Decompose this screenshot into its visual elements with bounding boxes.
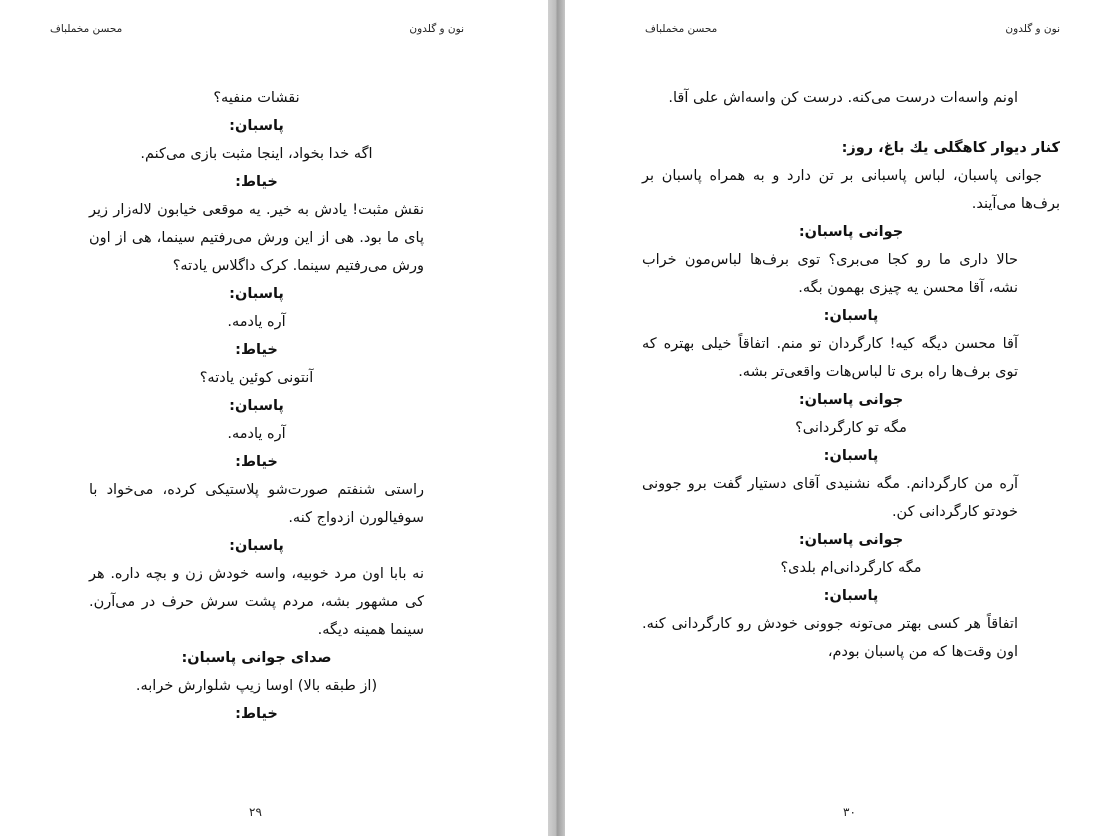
speaker-name: پاسبان: — [229, 118, 284, 134]
speaker-name: جوانی پاسبان: — [798, 224, 904, 240]
dialogue-paragraph: اتفاقاً هر کسی بهتر می‌تونه جوونی خودش رو کارگردانی کنه. اون وقت‌ها که من پاسبان بودم، — [642, 616, 1018, 660]
speaker-name: پاسبان: — [823, 448, 879, 464]
speaker-name: صدای جوانی پاسبان: — [181, 650, 332, 666]
dialogue-line: مگه کارگردانی‌ام بلدی؟ — [780, 560, 922, 576]
scene-heading: کنار دیوار کاهگلی یك باغ، روز: — [841, 140, 1060, 156]
left-page-body — [89, 84, 424, 728]
left-page — [0, 0, 548, 836]
dialogue-line: مگه تو کارگردانی؟ — [795, 420, 907, 436]
speaker-name: پاسبان: — [229, 538, 284, 554]
dialogue-paragraph: حالا داری ما رو کجا می‌بری؟ توی برف‌ها لباس‌مون خراب نشه، آقا محسن یه چیزی بهمون بگه. — [642, 252, 1018, 296]
speaker-name: پاسبان: — [823, 588, 879, 604]
right-header-title: نون و گلدون — [1005, 23, 1060, 35]
dialogue-paragraph: اونم واسه‌ات درست می‌کنه. درست کن واسه‌اش علی آقا. — [668, 90, 1018, 106]
speaker-name: جوانی پاسبان: — [798, 532, 904, 548]
left-header-title: نون و گلدون — [409, 23, 464, 35]
book-spine — [548, 0, 565, 836]
left-page-number: ۲۹ — [249, 805, 262, 819]
right-page-body — [642, 84, 1060, 666]
speaker-name: پاسبان: — [823, 308, 879, 324]
dialogue-paragraph: آقا محسن دیگه کیه! کارگردان تو منم. اتفاقاً خیلی بهتره که توی برف‌ها راه بری تا لباس‌هات واقعی‌تر بشه. — [642, 336, 1018, 380]
dialogue-paragraph: آره من کارگردانم. مگه نشنیدی آقای دستیار گفت برو جوونی خودتو کارگردانی کن. — [642, 476, 1018, 520]
right-header-author: محسن مخملباف — [645, 23, 718, 35]
dialogue-paragraph: نقش مثبت! یادش به خیر. یه موقعی خیابون لاله‌زار زیر پای ما بود. هی از این ورش می‌رفتیم سینما، هی از اون ورش می‌رفتیم سینما. کرک داگلاس یادته؟ — [89, 202, 424, 274]
dialogue-paragraph: راستی شنفتم صورت‌شو پلاستیکی کرده، می‌خواد با سوفیالورن ازدواج کنه. — [89, 482, 424, 526]
dialogue-line: آره یادمه. — [227, 314, 286, 330]
dialogue-line: اگه خدا بخواد، اینجا مثبت بازی می‌کنم. — [140, 146, 373, 162]
stage-direction: جوانی پاسبان، لباس پاسبانی بر تن دارد و به همراه پاسبان بر برف‌ها می‌آیند. — [642, 168, 1060, 212]
speaker-name: خیاط: — [235, 342, 278, 358]
dialogue-line: آره یادمه. — [227, 426, 286, 442]
left-header-author: محسن مخملباف — [50, 23, 123, 35]
dialogue-paragraph: نه بابا اون مرد خوبیه، واسه خودش زن و بچه داره. هر کی مشهور بشه، مردم پشت سرش حرف در می‌آرن. سینما همینه دیگه. — [89, 566, 424, 638]
right-page — [565, 0, 1118, 836]
speaker-name: خیاط: — [235, 706, 278, 722]
speaker-name: پاسبان: — [229, 286, 284, 302]
speaker-name: جوانی پاسبان: — [798, 392, 904, 408]
right-page-number: ۳۰ — [843, 805, 856, 819]
dialogue-line: آنتونی کوئین یادته؟ — [199, 370, 314, 386]
dialogue-line: نقشات منفیه؟ — [213, 90, 300, 106]
dialogue-line: (از طبقه بالا) اوسا زیپ شلوارش خرابه. — [135, 678, 378, 694]
speaker-name: خیاط: — [235, 454, 278, 470]
speaker-name: پاسبان: — [229, 398, 284, 414]
speaker-name: خیاط: — [235, 174, 278, 190]
